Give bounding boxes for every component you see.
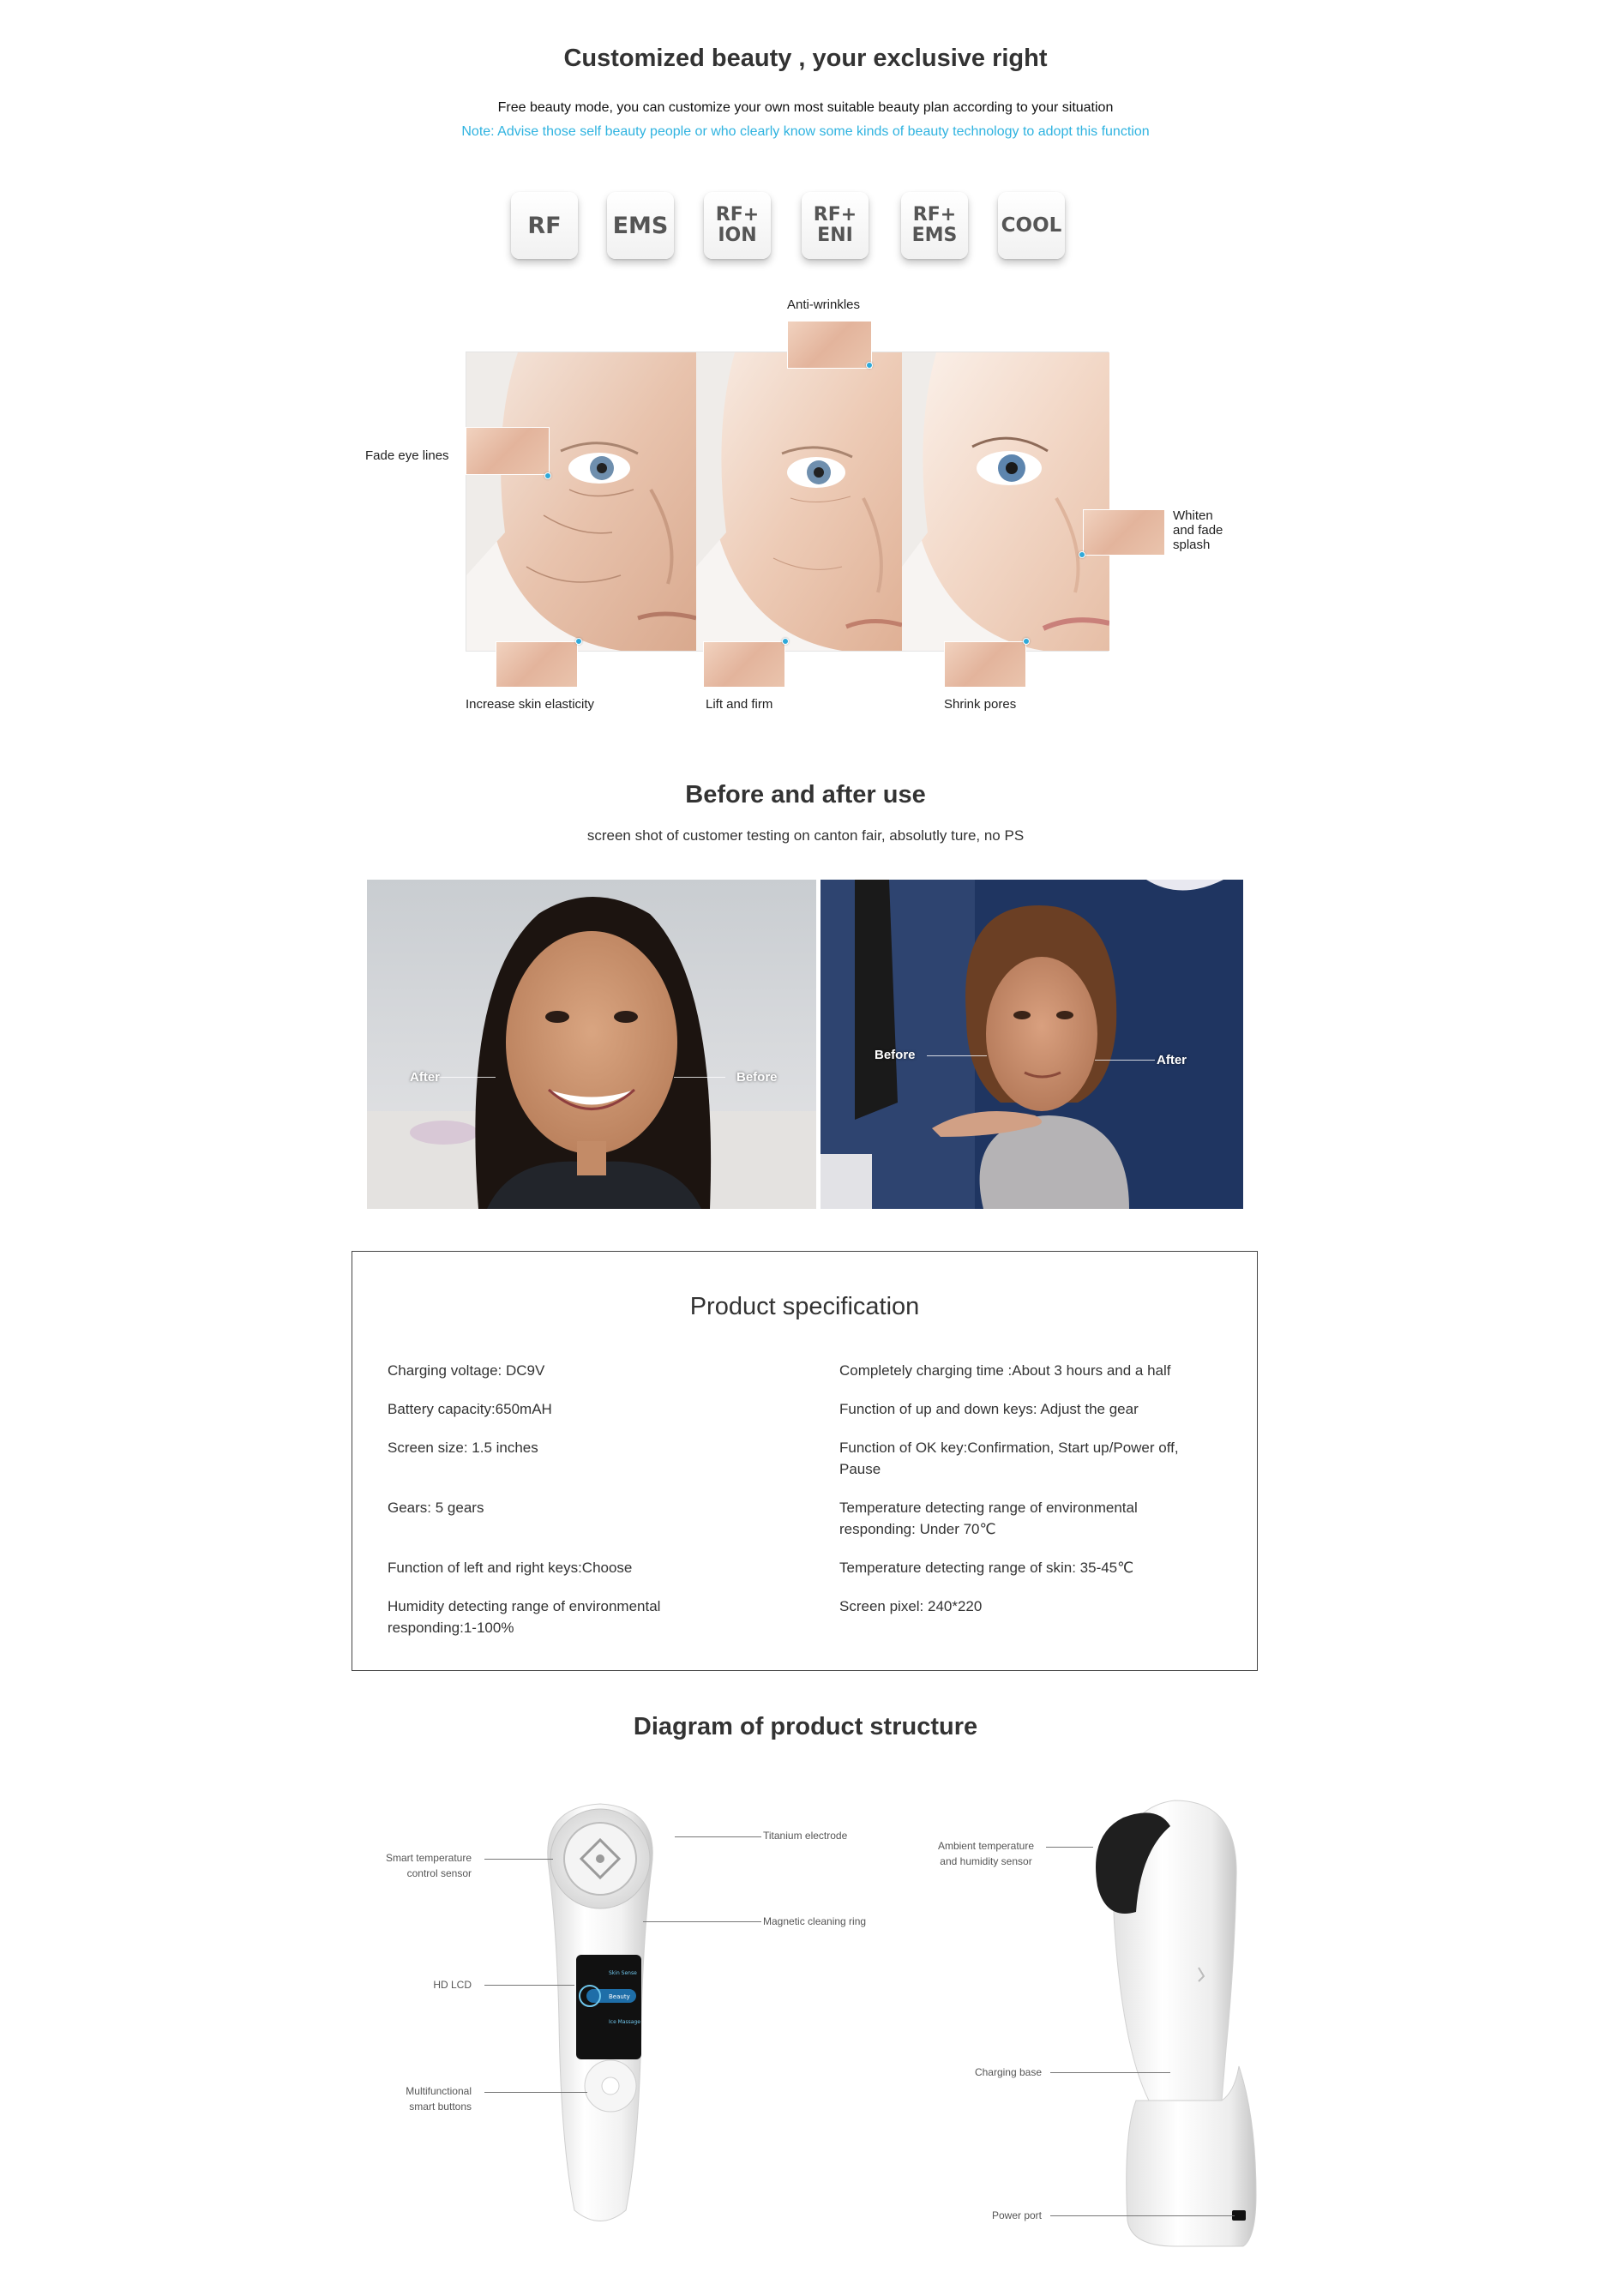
photo1-before-line — [674, 1077, 725, 1078]
mode-rf-ion-button[interactable]: RF+ ION — [704, 192, 771, 259]
elasticity-dot — [575, 638, 582, 645]
anti-wrinkles-label: Anti-wrinkles — [787, 298, 861, 312]
photo2-before-label: Before — [875, 1048, 916, 1062]
shrink-pores-label: Shrink pores — [944, 697, 1017, 712]
mode-ems-button[interactable]: EMS — [607, 192, 674, 259]
photo1-before-label: Before — [736, 1070, 778, 1085]
fade-eye-lines-patch — [466, 427, 550, 475]
custom-note: Note: Advise those self beauty people or who clearly know some kinds of beauty technology to adopt this function — [461, 124, 1150, 139]
lift-firm-dot — [782, 638, 789, 645]
spec-right-item: Function of up and down keys: Adjust the gear — [839, 1401, 1139, 1417]
power-port-line — [1050, 2215, 1235, 2216]
anti-wrinkles-patch — [787, 321, 872, 369]
lcd-menu-item: Skin Sense — [609, 1970, 637, 1976]
spec-box — [352, 1251, 1258, 1671]
spec-left-item: Gears: 5 gears — [388, 1500, 484, 1516]
power-port-label: Power port — [991, 2209, 1042, 2221]
photo1-after-label: After — [410, 1070, 441, 1085]
charging-base-line — [1050, 2072, 1170, 2073]
spec-left-item: Humidity detecting range of environmental responding:1-100% — [388, 1598, 661, 1636]
smart-temp-line — [484, 1859, 553, 1860]
spec-right-item: Temperature detecting range of skin: 35-45℃ — [839, 1560, 1134, 1576]
before-after-subtitle: screen shot of customer testing on canton fair, absolutly ture, no PS — [586, 827, 1025, 844]
diagram-title: Diagram of product structure — [633, 1713, 978, 1740]
hd-lcd-line — [484, 1985, 574, 1986]
titanium-line — [675, 1836, 761, 1837]
buttons-line — [484, 2092, 587, 2093]
mode-rf-eni-button[interactable]: RF+ ENI — [802, 192, 869, 259]
anti-wrinkles-dot — [866, 362, 873, 369]
whiten-label: Whiten and fade splash — [1173, 508, 1223, 552]
fade-eye-lines-label: Fade eye lines — [365, 448, 449, 463]
mode-rf-ems-button[interactable]: RF+ EMS — [901, 192, 968, 259]
before-after-photo-1 — [367, 880, 816, 1209]
device-front-image — [532, 1799, 669, 2236]
before-after-title: Before and after use — [685, 781, 926, 808]
lcd-menu-item: Beauty — [609, 1993, 630, 2000]
shrink-pores-dot — [1023, 638, 1030, 645]
whiten-dot — [1079, 551, 1085, 558]
spec-right-item: Screen pixel: 240*220 — [839, 1598, 983, 1614]
photo2-after-line — [1095, 1060, 1155, 1061]
custom-subtitle: Free beauty mode, you can customize your own most suitable beauty plan according to your situation — [497, 100, 1114, 115]
titanium-label: Titanium electrode — [763, 1830, 848, 1842]
fade-eye-lines-dot — [544, 472, 551, 479]
spec-title: Product specification — [689, 1293, 920, 1320]
whiten-patch — [1083, 509, 1165, 556]
spec-right-item: Function of OK key:Confirmation, Start up/Power off, Pause — [839, 1440, 1179, 1477]
buttons-label: Multifunctional smart buttons — [406, 2085, 472, 2113]
face-young-image — [902, 352, 1109, 651]
elasticity-label: Increase skin elasticity — [466, 697, 595, 712]
charging-base-label: Charging base — [974, 2066, 1042, 2078]
custom-title: Customized beauty , your exclusive right — [563, 45, 1048, 72]
spec-left-item: Screen size: 1.5 inches — [388, 1440, 538, 1456]
face-aged-image — [466, 352, 696, 651]
magnetic-label: Magnetic cleaning ring — [763, 1915, 867, 1927]
photo2-before-line — [927, 1055, 987, 1056]
photo2-after-label: After — [1157, 1053, 1187, 1067]
smart-temp-label: Smart temperature control sensor — [385, 1852, 472, 1879]
hd-lcd-label: HD LCD — [433, 1979, 472, 1991]
device-side-image — [1089, 1792, 1260, 2259]
mode-cool-button[interactable]: COOL — [998, 192, 1065, 259]
spec-left-item: Charging voltage: DC9V — [388, 1362, 545, 1379]
face-comparison-strip — [466, 352, 1109, 652]
ambient-line — [1046, 1847, 1093, 1848]
shrink-pores-patch — [944, 641, 1026, 688]
face-middle-image — [696, 352, 902, 651]
spec-right-item: Temperature detecting range of environmental responding: Under 70℃ — [839, 1500, 1138, 1537]
lift-firm-label: Lift and firm — [706, 697, 773, 712]
spec-left-item: Function of left and right keys:Choose — [388, 1560, 633, 1576]
magnetic-line — [643, 1921, 761, 1922]
lift-firm-patch — [703, 641, 785, 688]
mode-rf-button[interactable]: RF — [511, 192, 578, 259]
lcd-menu-item: Ice Massage — [609, 2019, 640, 2025]
before-after-photo-2 — [821, 880, 1243, 1209]
ambient-label: Ambient temperature and humidity sensor — [937, 1840, 1035, 1867]
spec-right-item: Completely charging time :About 3 hours and a half — [839, 1362, 1171, 1379]
spec-left-item: Battery capacity:650mAH — [388, 1401, 552, 1417]
elasticity-patch — [496, 641, 578, 688]
